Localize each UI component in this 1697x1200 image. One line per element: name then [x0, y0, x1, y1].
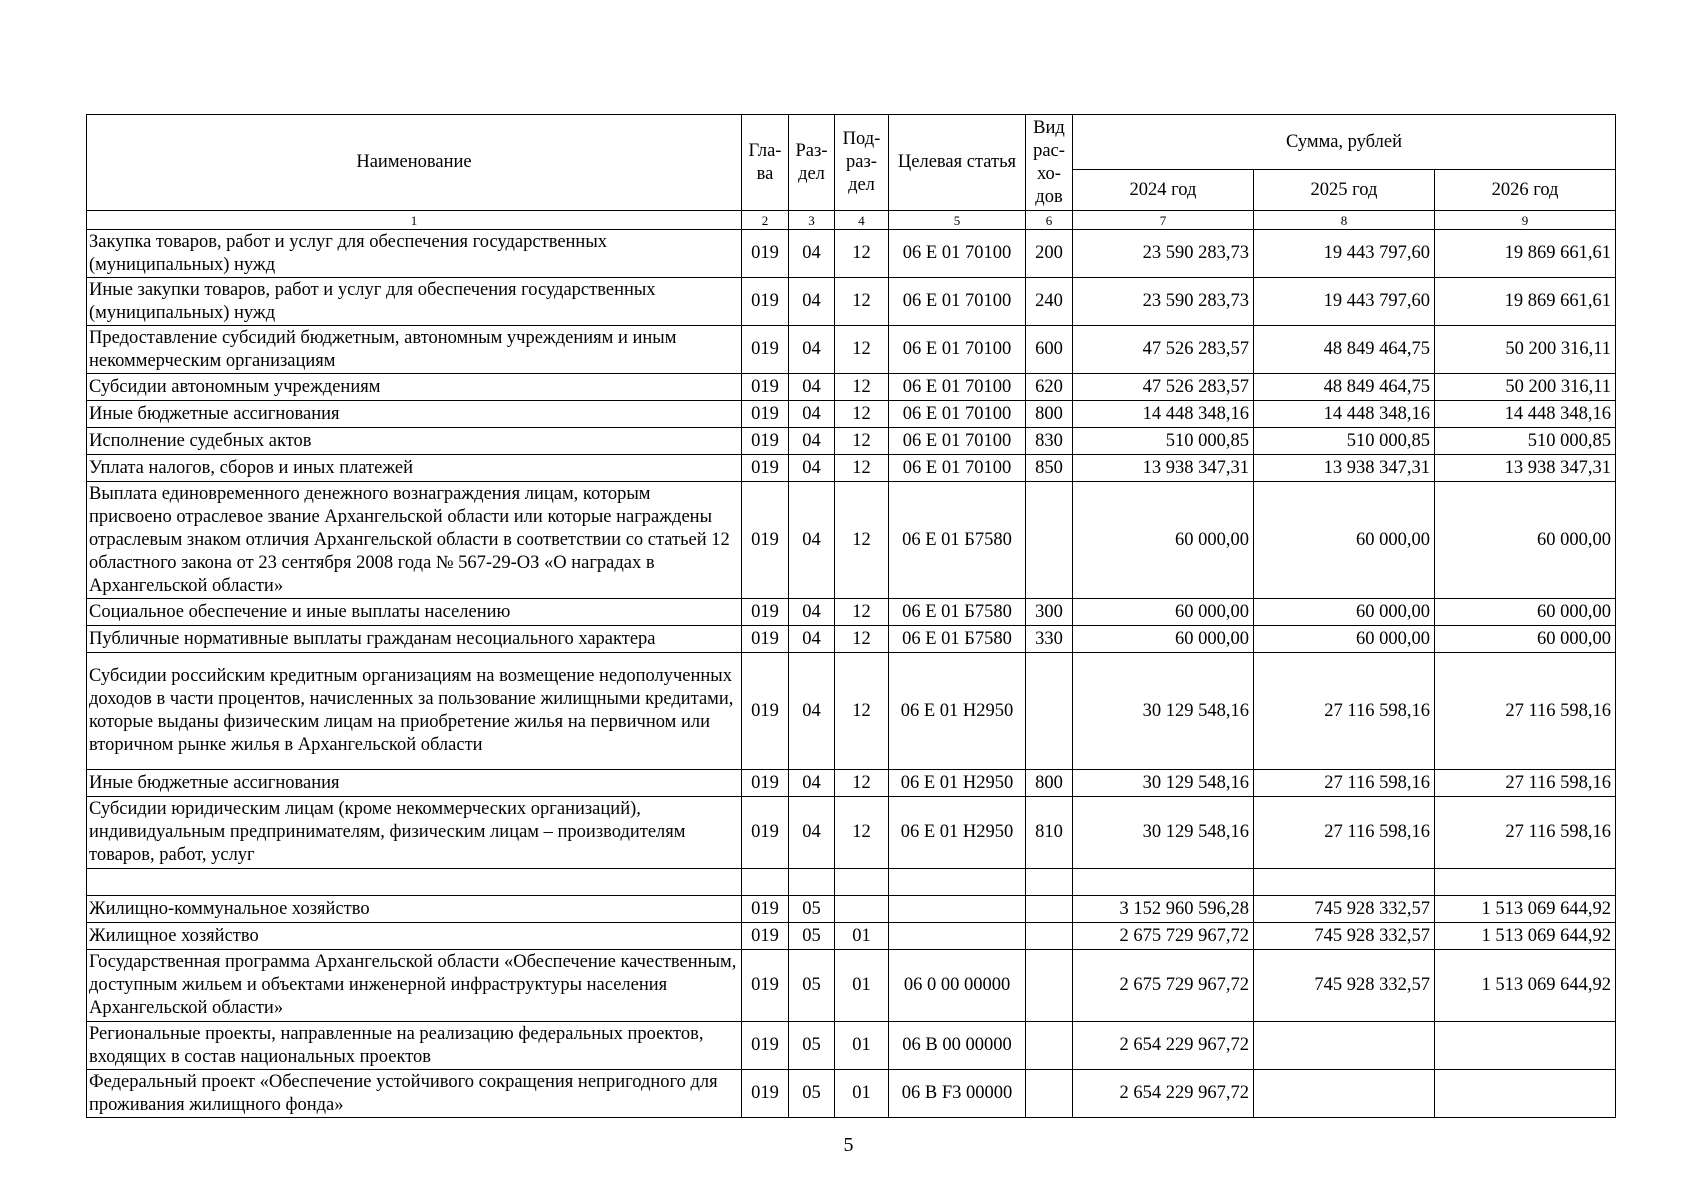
cell-podrazdel: 12 [835, 770, 889, 797]
cell-vid-rashodov [1026, 896, 1073, 923]
cell-razdel: 04 [789, 455, 835, 482]
cell-sum-2026: 60 000,00 [1435, 626, 1616, 653]
cell-sum-2024: 30 129 548,16 [1073, 770, 1254, 797]
cell-podrazdel: 12 [835, 626, 889, 653]
cell-name: Иные бюджетные ассигнования [87, 401, 742, 428]
table-row [87, 278, 1616, 326]
cell-razdel: 04 [789, 230, 835, 278]
cell-sum-2024: 47 526 283,57 [1073, 374, 1254, 401]
cell-podrazdel: 12 [835, 797, 889, 869]
cell-podrazdel: 01 [835, 1022, 889, 1070]
cell-celevaya-statya: 06 Е 01 70100 [889, 374, 1026, 401]
cell-sum-2025: 745 928 332,57 [1254, 923, 1435, 950]
cell-sum-2025: 745 928 332,57 [1254, 950, 1435, 1022]
cell-sum-2026: 14 448 348,16 [1435, 401, 1616, 428]
column-number: 9 [1435, 211, 1616, 230]
cell-glava: 019 [742, 1070, 789, 1118]
cell-vid-rashodov: 200 [1026, 230, 1073, 278]
cell-razdel: 05 [789, 896, 835, 923]
cell-glava: 019 [742, 923, 789, 950]
cell-sum-2026: 60 000,00 [1435, 599, 1616, 626]
cell-sum-2024 [1073, 869, 1254, 896]
cell-vid-rashodov: 240 [1026, 278, 1073, 326]
cell-celevaya-statya [889, 896, 1026, 923]
column-number: 5 [889, 211, 1026, 230]
cell-sum-2025 [1254, 869, 1435, 896]
cell-glava: 019 [742, 653, 789, 770]
cell-glava: 019 [742, 797, 789, 869]
cell-podrazdel: 12 [835, 455, 889, 482]
cell-sum-2024: 13 938 347,31 [1073, 455, 1254, 482]
table-row [87, 869, 1616, 896]
cell-vid-rashodov: 620 [1026, 374, 1073, 401]
cell-name: Исполнение судебных актов [87, 428, 742, 455]
table-row [87, 797, 1616, 869]
cell-razdel: 04 [789, 626, 835, 653]
cell-sum-2026 [1435, 1022, 1616, 1070]
cell-sum-2026: 13 938 347,31 [1435, 455, 1616, 482]
cell-name: Субсидии российским кредитным организациям на возмещение недополученных доходов в части процентов, начисленных за пользование жилищными кредитами, которые выданы физическим лицам на приобретение жилья на первичном или вторичном рынке жилья в Архангельской области [87, 653, 742, 770]
cell-sum-2026: 50 200 316,11 [1435, 374, 1616, 401]
cell-razdel: 04 [789, 797, 835, 869]
cell-vid-rashodov [1026, 653, 1073, 770]
cell-sum-2026 [1435, 869, 1616, 896]
cell-sum-2025: 27 116 598,16 [1254, 653, 1435, 770]
cell-sum-2025: 60 000,00 [1254, 599, 1435, 626]
cell-glava: 019 [742, 401, 789, 428]
cell-razdel: 04 [789, 428, 835, 455]
cell-sum-2025: 27 116 598,16 [1254, 770, 1435, 797]
cell-sum-2025: 14 448 348,16 [1254, 401, 1435, 428]
cell-razdel [789, 869, 835, 896]
column-number: 4 [835, 211, 889, 230]
cell-glava: 019 [742, 326, 789, 374]
cell-sum-2025: 745 928 332,57 [1254, 896, 1435, 923]
cell-name [87, 869, 742, 896]
cell-podrazdel: 12 [835, 230, 889, 278]
cell-razdel: 04 [789, 326, 835, 374]
cell-sum-2024: 3 152 960 596,28 [1073, 896, 1254, 923]
cell-podrazdel [835, 869, 889, 896]
cell-name: Иные бюджетные ассигнования [87, 770, 742, 797]
cell-podrazdel: 12 [835, 653, 889, 770]
cell-sum-2025: 19 443 797,60 [1254, 230, 1435, 278]
column-number: 2 [742, 211, 789, 230]
cell-sum-2024: 60 000,00 [1073, 626, 1254, 653]
cell-sum-2026: 50 200 316,11 [1435, 326, 1616, 374]
cell-celevaya-statya [889, 869, 1026, 896]
table-row [87, 428, 1616, 455]
header-year-2026: 2026 год [1435, 170, 1616, 211]
cell-glava: 019 [742, 278, 789, 326]
cell-celevaya-statya: 06 Е 01 Б7580 [889, 599, 1026, 626]
cell-vid-rashodov: 830 [1026, 428, 1073, 455]
cell-sum-2024: 2 654 229 967,72 [1073, 1070, 1254, 1118]
table-body [87, 230, 1616, 1118]
cell-vid-rashodov [1026, 923, 1073, 950]
header-name: Наименование [87, 115, 742, 211]
table-row [87, 455, 1616, 482]
cell-podrazdel: 12 [835, 428, 889, 455]
column-numbers-row [87, 211, 1616, 230]
cell-vid-rashodov: 800 [1026, 401, 1073, 428]
cell-razdel: 04 [789, 401, 835, 428]
cell-celevaya-statya: 06 Е 01 Н2950 [889, 797, 1026, 869]
cell-name: Социальное обеспечение и иные выплаты населению [87, 599, 742, 626]
table-row [87, 950, 1616, 1022]
cell-name: Жилищно-коммунальное хозяйство [87, 896, 742, 923]
cell-sum-2025: 60 000,00 [1254, 626, 1435, 653]
column-number: 1 [87, 211, 742, 230]
cell-name: Субсидии автономным учреждениям [87, 374, 742, 401]
cell-name: Жилищное хозяйство [87, 923, 742, 950]
budget-table [86, 114, 1616, 1118]
cell-glava: 019 [742, 428, 789, 455]
cell-name: Федеральный проект «Обеспечение устойчивого сокращения непригодного для проживания жилищного фонда» [87, 1070, 742, 1118]
table-row [87, 923, 1616, 950]
cell-celevaya-statya: 06 Е 01 70100 [889, 326, 1026, 374]
cell-sum-2025: 19 443 797,60 [1254, 278, 1435, 326]
cell-podrazdel: 12 [835, 599, 889, 626]
cell-sum-2024: 23 590 283,73 [1073, 278, 1254, 326]
table-row [87, 626, 1616, 653]
table-row [87, 401, 1616, 428]
cell-name: Уплата налогов, сборов и иных платежей [87, 455, 742, 482]
cell-razdel: 04 [789, 599, 835, 626]
header-podrazdel: Под-раз-дел [835, 115, 889, 211]
cell-sum-2024: 2 675 729 967,72 [1073, 923, 1254, 950]
cell-sum-2024: 47 526 283,57 [1073, 326, 1254, 374]
cell-vid-rashodov: 850 [1026, 455, 1073, 482]
cell-sum-2024: 14 448 348,16 [1073, 401, 1254, 428]
column-number: 6 [1026, 211, 1073, 230]
cell-celevaya-statya: 06 В F3 00000 [889, 1070, 1026, 1118]
cell-sum-2026: 27 116 598,16 [1435, 797, 1616, 869]
cell-name: Иные закупки товаров, работ и услуг для обеспечения государственных (муниципальных) нужд [87, 278, 742, 326]
cell-sum-2024: 510 000,85 [1073, 428, 1254, 455]
cell-glava: 019 [742, 230, 789, 278]
cell-razdel: 04 [789, 653, 835, 770]
cell-celevaya-statya: 06 Е 01 70100 [889, 230, 1026, 278]
cell-sum-2025 [1254, 1070, 1435, 1118]
cell-sum-2024: 30 129 548,16 [1073, 653, 1254, 770]
table-row [87, 599, 1616, 626]
cell-vid-rashodov [1026, 950, 1073, 1022]
cell-sum-2026 [1435, 1070, 1616, 1118]
cell-glava: 019 [742, 896, 789, 923]
cell-name: Закупка товаров, работ и услуг для обеспечения государственных (муниципальных) нужд [87, 230, 742, 278]
cell-sum-2024: 23 590 283,73 [1073, 230, 1254, 278]
column-number: 7 [1073, 211, 1254, 230]
cell-glava: 019 [742, 482, 789, 599]
header-year-2024: 2024 год [1073, 170, 1254, 211]
cell-vid-rashodov: 600 [1026, 326, 1073, 374]
cell-sum-2025: 48 849 464,75 [1254, 326, 1435, 374]
column-number: 3 [789, 211, 835, 230]
cell-vid-rashodov: 810 [1026, 797, 1073, 869]
cell-sum-2024: 2 675 729 967,72 [1073, 950, 1254, 1022]
cell-podrazdel [835, 896, 889, 923]
table-row [87, 482, 1616, 599]
cell-glava: 019 [742, 374, 789, 401]
cell-celevaya-statya: 06 0 00 00000 [889, 950, 1026, 1022]
cell-name: Региональные проекты, направленные на реализацию федеральных проектов, входящих в состав национальных проектов [87, 1022, 742, 1070]
cell-vid-rashodov [1026, 869, 1073, 896]
cell-sum-2024: 60 000,00 [1073, 599, 1254, 626]
cell-sum-2026: 1 513 069 644,92 [1435, 896, 1616, 923]
table-row [87, 896, 1616, 923]
table-row [87, 653, 1616, 770]
cell-celevaya-statya: 06 Е 01 70100 [889, 428, 1026, 455]
cell-sum-2024: 2 654 229 967,72 [1073, 1022, 1254, 1070]
cell-name: Предоставление субсидий бюджетным, автономным учреждениям и иным некоммерческим организациям [87, 326, 742, 374]
cell-podrazdel: 01 [835, 950, 889, 1022]
cell-sum-2026: 27 116 598,16 [1435, 770, 1616, 797]
cell-celevaya-statya: 06 Е 01 Б7580 [889, 482, 1026, 599]
cell-sum-2026: 1 513 069 644,92 [1435, 950, 1616, 1022]
cell-sum-2026: 27 116 598,16 [1435, 653, 1616, 770]
cell-celevaya-statya: 06 Е 01 70100 [889, 401, 1026, 428]
page-number: 5 [843, 1134, 854, 1156]
cell-podrazdel: 12 [835, 278, 889, 326]
cell-celevaya-statya: 06 Е 01 Б7580 [889, 626, 1026, 653]
table-row [87, 1070, 1616, 1118]
table-row [87, 230, 1616, 278]
table-header [87, 115, 1616, 230]
header-razdel: Раз-дел [789, 115, 835, 211]
cell-sum-2025: 27 116 598,16 [1254, 797, 1435, 869]
cell-name: Публичные нормативные выплаты гражданам несоциального характера [87, 626, 742, 653]
cell-celevaya-statya: 06 Е 01 70100 [889, 455, 1026, 482]
cell-glava: 019 [742, 599, 789, 626]
cell-name: Государственная программа Архангельской области «Обеспечение качественным, доступным жильем и объектами инженерной инфраструктуры населения Архангельской области» [87, 950, 742, 1022]
cell-razdel: 05 [789, 1070, 835, 1118]
table-row [87, 374, 1616, 401]
cell-sum-2026: 19 869 661,61 [1435, 230, 1616, 278]
cell-razdel: 04 [789, 374, 835, 401]
cell-glava [742, 869, 789, 896]
cell-vid-rashodov: 330 [1026, 626, 1073, 653]
cell-name: Выплата единовременного денежного вознаграждения лицам, которым присвоено отраслевое звание Архангельской области или которые награждены отраслевым знаком отличия Архангельской области в соответствии со статьей 12 областного закона от 23 сентября 2008 года № 567-29-ОЗ «О наградах в Архангельской области» [87, 482, 742, 599]
cell-podrazdel: 12 [835, 401, 889, 428]
cell-sum-2025: 48 849 464,75 [1254, 374, 1435, 401]
cell-razdel: 05 [789, 923, 835, 950]
cell-razdel: 05 [789, 950, 835, 1022]
cell-sum-2025: 510 000,85 [1254, 428, 1435, 455]
cell-glava: 019 [742, 770, 789, 797]
cell-glava: 019 [742, 626, 789, 653]
cell-vid-rashodov [1026, 1070, 1073, 1118]
header-year-2025: 2025 год [1254, 170, 1435, 211]
cell-sum-2026: 60 000,00 [1435, 482, 1616, 599]
cell-glava: 019 [742, 1022, 789, 1070]
cell-razdel: 04 [789, 482, 835, 599]
table-row [87, 326, 1616, 374]
cell-podrazdel: 12 [835, 374, 889, 401]
cell-vid-rashodov [1026, 482, 1073, 599]
cell-vid-rashodov: 800 [1026, 770, 1073, 797]
cell-sum-2025: 60 000,00 [1254, 482, 1435, 599]
table-row [87, 1022, 1616, 1070]
cell-razdel: 04 [789, 770, 835, 797]
cell-sum-2026: 510 000,85 [1435, 428, 1616, 455]
cell-sum-2026: 19 869 661,61 [1435, 278, 1616, 326]
cell-name: Субсидии юридическим лицам (кроме некоммерческих организаций), индивидуальным предпринимателям, физическим лицам – производителям товаров, работ, услуг [87, 797, 742, 869]
header-vid-rashodov: Вид рас-хо-дов [1026, 115, 1073, 211]
header-celevaya-statya: Целевая статья [889, 115, 1026, 211]
cell-razdel: 05 [789, 1022, 835, 1070]
cell-podrazdel: 01 [835, 923, 889, 950]
cell-celevaya-statya: 06 Е 01 Н2950 [889, 770, 1026, 797]
cell-celevaya-statya [889, 923, 1026, 950]
cell-sum-2024: 30 129 548,16 [1073, 797, 1254, 869]
column-number: 8 [1254, 211, 1435, 230]
cell-vid-rashodov: 300 [1026, 599, 1073, 626]
header-glava: Гла-ва [742, 115, 789, 211]
cell-celevaya-statya: 06 В 00 00000 [889, 1022, 1026, 1070]
table-row [87, 770, 1616, 797]
cell-sum-2026: 1 513 069 644,92 [1435, 923, 1616, 950]
cell-glava: 019 [742, 950, 789, 1022]
cell-sum-2024: 60 000,00 [1073, 482, 1254, 599]
cell-sum-2025 [1254, 1022, 1435, 1070]
header-summa: Сумма, рублей [1073, 115, 1616, 170]
cell-glava: 019 [742, 455, 789, 482]
cell-razdel: 04 [789, 278, 835, 326]
cell-podrazdel: 12 [835, 326, 889, 374]
cell-podrazdel: 01 [835, 1070, 889, 1118]
cell-podrazdel: 12 [835, 482, 889, 599]
cell-celevaya-statya: 06 Е 01 70100 [889, 278, 1026, 326]
cell-vid-rashodov [1026, 1022, 1073, 1070]
cell-sum-2025: 13 938 347,31 [1254, 455, 1435, 482]
cell-celevaya-statya: 06 Е 01 Н2950 [889, 653, 1026, 770]
